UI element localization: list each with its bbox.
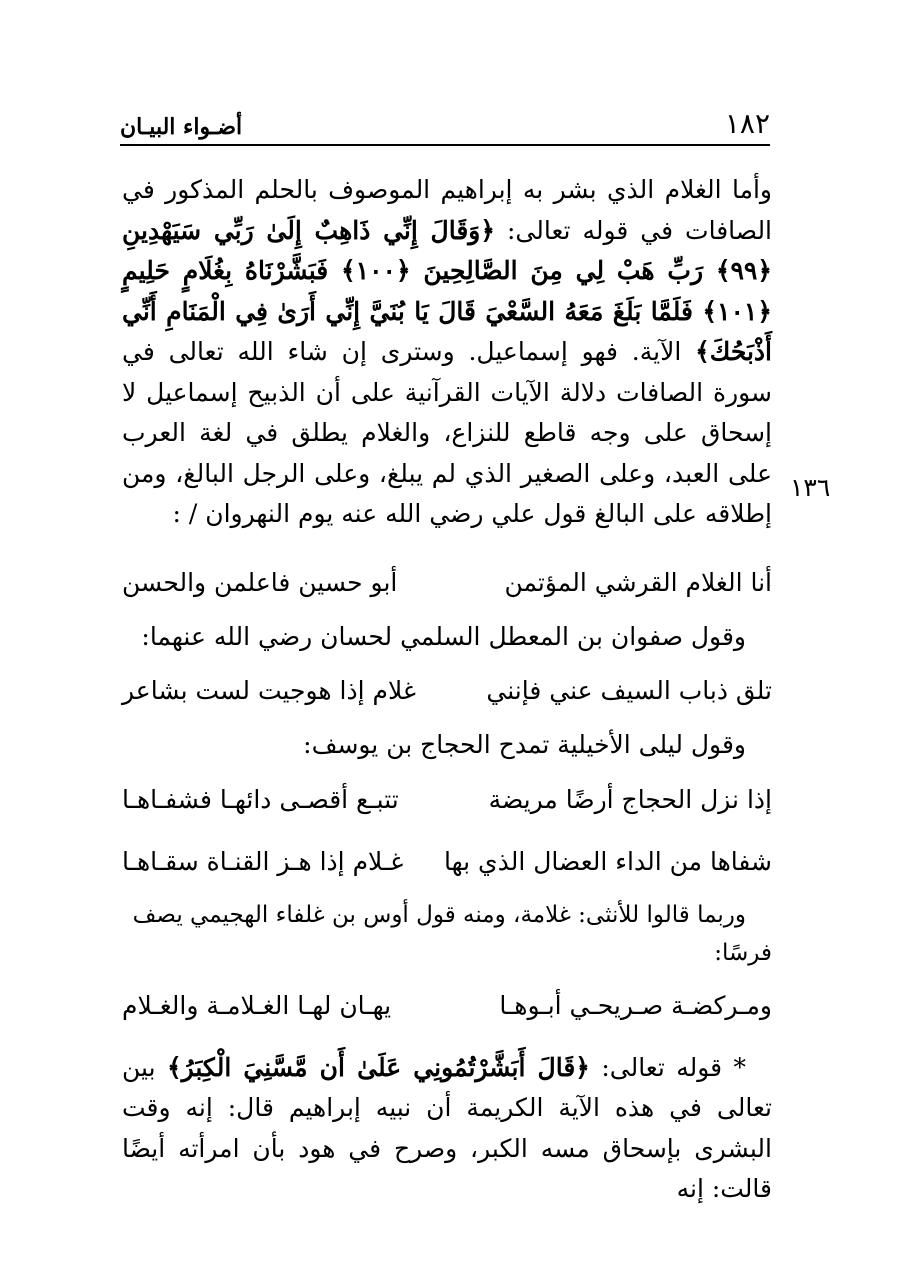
poem-verse: [122, 842, 772, 882]
poem-introduction: وقول صفوان بن المعطل السلمي لحسان رضي الله عنهما:: [141, 621, 746, 651]
first-hemistich: تلق ذباب السيف عني فإنني: [486, 676, 772, 705]
second-hemistich: غلام إذا هوجيت لست بشاعر: [122, 676, 416, 705]
paragraph-old-age: [122, 1048, 772, 1210]
first-hemistich: ومـركضـة صـريحـي أبـوهـا: [499, 990, 772, 1020]
poem-verse: [122, 563, 772, 603]
second-hemistich: أبو حسين فاعلمن والحسن: [122, 567, 398, 597]
paragraph-ghulam-halim: [122, 170, 772, 535]
body-text: [122, 170, 772, 1210]
second-hemistich: غـلام إذا هـز القنـاة سقـاهـا: [122, 846, 404, 876]
second-hemistich: تتبـع أقصـى دائهـا فشفـاهـا: [122, 784, 399, 814]
paragraph-text: بين تعالى في هذه الآية الكريمة أن نبيه إبراهيم قال: إنه وقت البشرى بإسحاق مسه الكبر، وصرح في هود بأن امرأته أيضًا قالت: إنه: [122, 1052, 772, 1203]
poem-introduction: وقول ليلى الأخيلية تمدح الحجاج بن يوسف:: [303, 730, 746, 759]
poem-verse: [122, 671, 772, 711]
quran-verse: ﴿وَقَالَ إِنِّي ذَاهِبٌ إِلَىٰ رَبِّي سَيَهْدِينِ ﴿٩٩﴾ رَبِّ هَبْ لِي مِنَ الصَّالِحِينَ ﴿١٠٠﴾ فَبَشَّرْنَاهُ بِغُلَامٍ حَلِيمٍ ﴿١٠١﴾ فَلَمَّا بَلَغَ مَعَهُ السَّعْيَ قَالَ يَا بُنَيَّ إِنِّي أَرَىٰ فِي الْمَنَامِ أَنِّي أَذْبَحُكَ﴾: [122, 215, 773, 366]
quran-verse: ﴿قَالَ أَبَشَّرْتُمُونِي عَلَىٰ أَن مَّسَّنِيَ الْكِبَرُ﴾: [166, 1052, 590, 1082]
poem-verse: [122, 986, 772, 1026]
running-header: [120, 108, 770, 146]
first-hemistich: شفاها من الداء العضال الذي بها: [444, 846, 772, 876]
paragraph-text: وأما الغلام الذي بشر به إبراهيم الموصوف بالحلم المذكور في الصافات في قوله تعالى:: [122, 175, 773, 245]
page-number: ١٨٢: [724, 107, 770, 140]
book-title: أضـواء البيـان: [120, 114, 243, 140]
paragraph-text: * قوله تعالى:: [601, 1052, 746, 1082]
first-hemistich: إذا نزل الحجاج أرضًا مريضة: [488, 784, 772, 814]
poem-introduction: وربما قالوا للأنثى: غلامة، ومنه قول أوس بن غلفاء الهجيمي يصف فرسًا:: [132, 901, 772, 966]
first-hemistich: أنا الغلام القرشي المؤتمن: [504, 567, 772, 597]
poem-verse: [122, 780, 772, 820]
second-hemistich: يهـان لهـا الغـلامـة والغـلام: [122, 990, 392, 1020]
paragraph-text: الآية. فهو إسماعيل. وسترى إن شاء الله تعالى في سورة الصافات دلالة الآيات القرآنية على أن الذبيح إسماعيل لا إسحاق على وجه قاطع للنزاع، والغلام يطلق في لغة العرب على العبد، وعلى الصغير الذي لم يبلغ، وعلى الرجل البالغ، ومن إطلاقه على البالغ قول علي رضي الله عنه يوم النهروان / :: [122, 337, 772, 528]
margin-reference-number: ١٣٦: [790, 473, 831, 502]
